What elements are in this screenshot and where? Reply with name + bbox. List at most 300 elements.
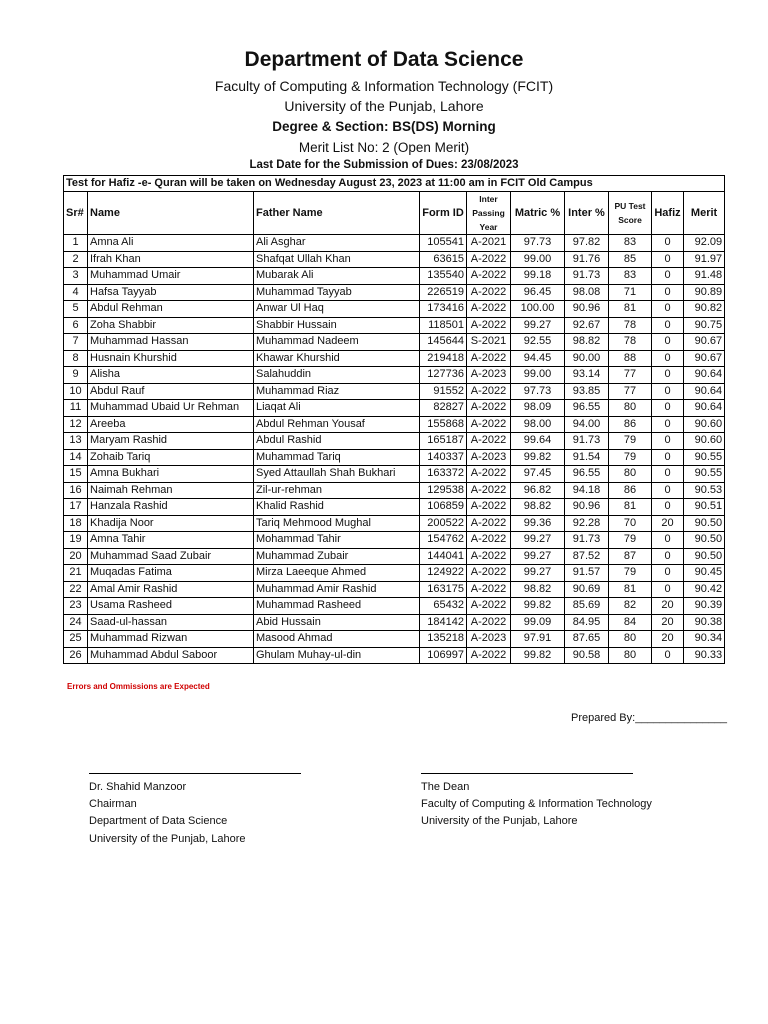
- cell-merit: 90.33: [684, 647, 725, 664]
- signatory-department: Faculty of Computing & Information Technology: [421, 798, 652, 811]
- cell-inter: 98.82: [565, 334, 609, 351]
- cell-inter: 85.69: [565, 598, 609, 615]
- cell-pu-test: 86: [609, 416, 652, 433]
- cell-name: Abdul Rehman: [88, 301, 254, 318]
- table-row: [64, 268, 725, 285]
- cell-merit: 90.64: [684, 367, 725, 384]
- cell-sr: 20: [64, 548, 88, 565]
- cell-matric: 96.45: [511, 284, 565, 301]
- cell-inter: 87.65: [565, 631, 609, 648]
- cell-father-name: Khalid Rashid: [254, 499, 420, 516]
- cell-inter: 91.73: [565, 433, 609, 450]
- cell-hafiz: 0: [652, 350, 684, 367]
- cell-father-name: Ghulam Muhay-ul-din: [254, 647, 420, 664]
- cell-merit: 92.09: [684, 235, 725, 252]
- signatory-department: Department of Data Science: [89, 815, 228, 828]
- table-row: [64, 350, 725, 367]
- cell-hafiz: 20: [652, 515, 684, 532]
- cell-hafiz: 0: [652, 548, 684, 565]
- cell-inter-year: S-2021: [467, 334, 511, 351]
- col-header-inter: Inter %: [565, 192, 609, 235]
- cell-sr: 24: [64, 614, 88, 631]
- cell-sr: 13: [64, 433, 88, 450]
- table-row: [64, 334, 725, 351]
- cell-merit: 90.50: [684, 515, 725, 532]
- cell-sr: 2: [64, 251, 88, 268]
- cell-sr: 21: [64, 565, 88, 582]
- cell-form-id: 106859: [420, 499, 467, 516]
- cell-inter-year: A-2022: [467, 400, 511, 417]
- col-header-inter-passing-year: Inter Passing Year: [467, 192, 511, 235]
- cell-father-name: Muhammad Tariq: [254, 449, 420, 466]
- cell-pu-test: 81: [609, 581, 652, 598]
- cell-form-id: 63615: [420, 251, 467, 268]
- cell-father-name: Mohammad Tahir: [254, 532, 420, 549]
- cell-pu-test: 80: [609, 631, 652, 648]
- cell-merit: 90.42: [684, 581, 725, 598]
- cell-father-name: Zil-ur-rehman: [254, 482, 420, 499]
- cell-form-id: 105541: [420, 235, 467, 252]
- cell-name: Muhammad Saad Zubair: [88, 548, 254, 565]
- table-header-row: [64, 192, 725, 235]
- cell-name: Amal Amir Rashid: [88, 581, 254, 598]
- cell-matric: 99.00: [511, 367, 565, 384]
- cell-form-id: 65432: [420, 598, 467, 615]
- cell-matric: 99.18: [511, 268, 565, 285]
- cell-hafiz: 0: [652, 400, 684, 417]
- table-row: [64, 598, 725, 615]
- cell-pu-test: 79: [609, 565, 652, 582]
- last-date-dues: Last Date for the Submission of Dues: 23/08/2023: [249, 159, 519, 171]
- cell-sr: 22: [64, 581, 88, 598]
- cell-name: Khadija Noor: [88, 515, 254, 532]
- cell-pu-test: 87: [609, 548, 652, 565]
- cell-inter: 96.55: [565, 400, 609, 417]
- university-name: University of the Punjab, Lahore: [284, 98, 484, 114]
- cell-inter: 98.08: [565, 284, 609, 301]
- table-row: [64, 383, 725, 400]
- cell-form-id: 226519: [420, 284, 467, 301]
- cell-inter-year: A-2023: [467, 367, 511, 384]
- cell-hafiz: 0: [652, 449, 684, 466]
- cell-form-id: 118501: [420, 317, 467, 334]
- cell-matric: 100.00: [511, 301, 565, 318]
- cell-inter: 96.55: [565, 466, 609, 483]
- cell-sr: 16: [64, 482, 88, 499]
- cell-father-name: Muhammad Zubair: [254, 548, 420, 565]
- cell-inter: 91.73: [565, 268, 609, 285]
- table-row: [64, 251, 725, 268]
- cell-merit: 90.55: [684, 466, 725, 483]
- cell-hafiz: 0: [652, 251, 684, 268]
- cell-merit: 90.38: [684, 614, 725, 631]
- cell-form-id: 135540: [420, 268, 467, 285]
- cell-name: Saad-ul-hassan: [88, 614, 254, 631]
- faculty-name: Faculty of Computing & Information Technology (FCIT): [214, 78, 554, 94]
- cell-name: Muhammad Rizwan: [88, 631, 254, 648]
- cell-form-id: 124922: [420, 565, 467, 582]
- cell-name: Muhammad Hassan: [88, 334, 254, 351]
- cell-inter: 87.52: [565, 548, 609, 565]
- cell-form-id: 219418: [420, 350, 467, 367]
- cell-inter-year: A-2022: [467, 548, 511, 565]
- cell-matric: 99.64: [511, 433, 565, 450]
- signature-line-chairman: [89, 773, 301, 774]
- cell-name: Ifrah Khan: [88, 251, 254, 268]
- cell-hafiz: 0: [652, 416, 684, 433]
- cell-inter: 93.14: [565, 367, 609, 384]
- cell-inter-year: A-2022: [467, 251, 511, 268]
- cell-father-name: Syed Attaullah Shah Bukhari: [254, 466, 420, 483]
- table-row: [64, 301, 725, 318]
- cell-form-id: 135218: [420, 631, 467, 648]
- cell-inter-year: A-2022: [467, 268, 511, 285]
- cell-form-id: 129538: [420, 482, 467, 499]
- cell-pu-test: 83: [609, 235, 652, 252]
- cell-inter-year: A-2022: [467, 598, 511, 615]
- cell-sr: 23: [64, 598, 88, 615]
- cell-matric: 99.27: [511, 317, 565, 334]
- cell-inter-year: A-2022: [467, 565, 511, 582]
- page-title: Department of Data Science: [244, 48, 524, 71]
- cell-inter-year: A-2022: [467, 647, 511, 664]
- cell-form-id: 127736: [420, 367, 467, 384]
- cell-hafiz: 20: [652, 598, 684, 615]
- cell-inter-year: A-2022: [467, 284, 511, 301]
- cell-pu-test: 79: [609, 449, 652, 466]
- table-body: [64, 235, 725, 664]
- cell-father-name: Liaqat Ali: [254, 400, 420, 417]
- cell-hafiz: 0: [652, 466, 684, 483]
- cell-form-id: 144041: [420, 548, 467, 565]
- table-row: [64, 515, 725, 532]
- cell-name: Maryam Rashid: [88, 433, 254, 450]
- cell-inter: 90.00: [565, 350, 609, 367]
- cell-merit: 90.55: [684, 449, 725, 466]
- cell-name: Zoha Shabbir: [88, 317, 254, 334]
- cell-sr: 19: [64, 532, 88, 549]
- cell-matric: 96.82: [511, 482, 565, 499]
- cell-hafiz: 0: [652, 565, 684, 582]
- cell-father-name: Mirza Laeeque Ahmed: [254, 565, 420, 582]
- cell-inter-year: A-2022: [467, 532, 511, 549]
- cell-hafiz: 0: [652, 383, 684, 400]
- cell-merit: 90.50: [684, 548, 725, 565]
- cell-sr: 25: [64, 631, 88, 648]
- cell-name: Amna Bukhari: [88, 466, 254, 483]
- cell-inter: 90.58: [565, 647, 609, 664]
- cell-inter: 90.96: [565, 499, 609, 516]
- cell-merit: 90.60: [684, 416, 725, 433]
- cell-pu-test: 83: [609, 268, 652, 285]
- cell-pu-test: 71: [609, 284, 652, 301]
- table-row: [64, 433, 725, 450]
- table-row: [64, 548, 725, 565]
- cell-father-name: Khawar Khurshid: [254, 350, 420, 367]
- merit-list-number: Merit List No: 2 (Open Merit): [298, 140, 470, 155]
- cell-inter-year: A-2022: [467, 350, 511, 367]
- cell-matric: 98.82: [511, 581, 565, 598]
- cell-sr: 7: [64, 334, 88, 351]
- cell-merit: 91.48: [684, 268, 725, 285]
- cell-inter-year: A-2022: [467, 317, 511, 334]
- cell-father-name: Shafqat Ullah Khan: [254, 251, 420, 268]
- cell-inter: 91.73: [565, 532, 609, 549]
- cell-hafiz: 0: [652, 532, 684, 549]
- col-header-pu-test-score: PU Test Score: [609, 192, 652, 235]
- cell-pu-test: 88: [609, 350, 652, 367]
- cell-inter: 84.95: [565, 614, 609, 631]
- cell-sr: 6: [64, 317, 88, 334]
- table-row: [64, 647, 725, 664]
- cell-matric: 97.73: [511, 383, 565, 400]
- cell-pu-test: 81: [609, 499, 652, 516]
- cell-form-id: 184142: [420, 614, 467, 631]
- cell-inter-year: A-2022: [467, 416, 511, 433]
- cell-form-id: 145644: [420, 334, 467, 351]
- cell-inter: 93.85: [565, 383, 609, 400]
- cell-matric: 92.55: [511, 334, 565, 351]
- table-row: [64, 235, 725, 252]
- cell-father-name: Anwar Ul Haq: [254, 301, 420, 318]
- cell-matric: 99.36: [511, 515, 565, 532]
- cell-name: Zohaib Tariq: [88, 449, 254, 466]
- cell-inter-year: A-2022: [467, 433, 511, 450]
- cell-matric: 99.00: [511, 251, 565, 268]
- cell-inter-year: A-2022: [467, 301, 511, 318]
- signatory-chairman: [89, 779, 246, 848]
- cell-sr: 11: [64, 400, 88, 417]
- cell-father-name: Muhammad Nadeem: [254, 334, 420, 351]
- cell-form-id: 82827: [420, 400, 467, 417]
- cell-hafiz: 0: [652, 647, 684, 664]
- table-row: [64, 581, 725, 598]
- cell-merit: 90.50: [684, 532, 725, 549]
- cell-father-name: Muhammad Tayyab: [254, 284, 420, 301]
- cell-inter: 91.54: [565, 449, 609, 466]
- cell-pu-test: 80: [609, 466, 652, 483]
- cell-hafiz: 0: [652, 334, 684, 351]
- cell-matric: 99.82: [511, 449, 565, 466]
- cell-matric: 99.09: [511, 614, 565, 631]
- cell-merit: 90.67: [684, 334, 725, 351]
- cell-name: Hanzala Rashid: [88, 499, 254, 516]
- cell-inter-year: A-2022: [467, 466, 511, 483]
- cell-pu-test: 80: [609, 647, 652, 664]
- cell-sr: 12: [64, 416, 88, 433]
- table-row: [64, 614, 725, 631]
- signatory-dean: [421, 779, 652, 831]
- col-header-merit: Merit: [684, 192, 725, 235]
- cell-sr: 4: [64, 284, 88, 301]
- cell-pu-test: 79: [609, 532, 652, 549]
- cell-merit: 90.82: [684, 301, 725, 318]
- table-row: [64, 416, 725, 433]
- table-row: [64, 449, 725, 466]
- cell-father-name: Ali Asghar: [254, 235, 420, 252]
- cell-merit: 91.97: [684, 251, 725, 268]
- cell-form-id: 163372: [420, 466, 467, 483]
- cell-hafiz: 0: [652, 301, 684, 318]
- cell-pu-test: 80: [609, 400, 652, 417]
- col-header-father-name: Father Name: [254, 192, 420, 235]
- cell-pu-test: 70: [609, 515, 652, 532]
- cell-inter-year: A-2022: [467, 614, 511, 631]
- cell-form-id: 140337: [420, 449, 467, 466]
- cell-father-name: Mubarak Ali: [254, 268, 420, 285]
- cell-matric: 99.27: [511, 548, 565, 565]
- cell-inter: 94.00: [565, 416, 609, 433]
- table-row: [64, 367, 725, 384]
- cell-hafiz: 0: [652, 235, 684, 252]
- cell-inter: 92.67: [565, 317, 609, 334]
- cell-inter-year: A-2023: [467, 631, 511, 648]
- table-row: [64, 482, 725, 499]
- cell-name: Amna Tahir: [88, 532, 254, 549]
- cell-merit: 90.64: [684, 400, 725, 417]
- cell-inter-year: A-2022: [467, 383, 511, 400]
- cell-matric: 99.27: [511, 532, 565, 549]
- signatory-title: Chairman: [89, 798, 137, 811]
- cell-hafiz: 0: [652, 268, 684, 285]
- cell-inter: 90.96: [565, 301, 609, 318]
- signatory-organization: University of the Punjab, Lahore: [421, 815, 578, 828]
- table-row: [64, 565, 725, 582]
- cell-sr: 10: [64, 383, 88, 400]
- cell-merit: 90.51: [684, 499, 725, 516]
- cell-pu-test: 85: [609, 251, 652, 268]
- cell-name: Muhammad Umair: [88, 268, 254, 285]
- cell-inter: 97.82: [565, 235, 609, 252]
- table-row: [64, 317, 725, 334]
- cell-pu-test: 86: [609, 482, 652, 499]
- cell-pu-test: 77: [609, 383, 652, 400]
- cell-matric: 99.82: [511, 647, 565, 664]
- cell-sr: 14: [64, 449, 88, 466]
- cell-hafiz: 0: [652, 482, 684, 499]
- cell-name: Hafsa Tayyab: [88, 284, 254, 301]
- cell-inter: 90.69: [565, 581, 609, 598]
- cell-merit: 90.53: [684, 482, 725, 499]
- cell-name: Amna Ali: [88, 235, 254, 252]
- cell-inter-year: A-2022: [467, 581, 511, 598]
- cell-father-name: Muhammad Rasheed: [254, 598, 420, 615]
- cell-form-id: 154762: [420, 532, 467, 549]
- cell-inter-year: A-2023: [467, 449, 511, 466]
- merit-table: [63, 175, 725, 664]
- cell-form-id: 91552: [420, 383, 467, 400]
- cell-matric: 94.45: [511, 350, 565, 367]
- signature-line-dean: [421, 773, 633, 774]
- cell-father-name: Abid Hussain: [254, 614, 420, 631]
- cell-merit: 90.60: [684, 433, 725, 450]
- cell-pu-test: 84: [609, 614, 652, 631]
- cell-matric: 97.73: [511, 235, 565, 252]
- cell-hafiz: 0: [652, 581, 684, 598]
- cell-merit: 90.67: [684, 350, 725, 367]
- cell-sr: 1: [64, 235, 88, 252]
- cell-father-name: Abdul Rashid: [254, 433, 420, 450]
- cell-name: Naimah Rehman: [88, 482, 254, 499]
- degree-section: Degree & Section: BS(DS) Morning: [272, 119, 496, 134]
- col-header-sr: Sr#: [64, 192, 88, 235]
- cell-merit: 90.34: [684, 631, 725, 648]
- cell-name: Abdul Rauf: [88, 383, 254, 400]
- cell-merit: 90.39: [684, 598, 725, 615]
- table-row: [64, 499, 725, 516]
- cell-sr: 26: [64, 647, 88, 664]
- signatory-name: The Dean: [421, 781, 470, 793]
- cell-name: Husnain Khurshid: [88, 350, 254, 367]
- col-header-matric: Matric %: [511, 192, 565, 235]
- cell-inter-year: A-2022: [467, 499, 511, 516]
- cell-pu-test: 78: [609, 334, 652, 351]
- cell-sr: 8: [64, 350, 88, 367]
- cell-matric: 97.91: [511, 631, 565, 648]
- table-row: [64, 466, 725, 483]
- cell-inter: 91.76: [565, 251, 609, 268]
- cell-name: Muhammad Ubaid Ur Rehman: [88, 400, 254, 417]
- cell-merit: 90.89: [684, 284, 725, 301]
- cell-matric: 97.45: [511, 466, 565, 483]
- col-header-form-id: Form ID: [420, 192, 467, 235]
- col-header-hafiz: Hafiz: [652, 192, 684, 235]
- cell-pu-test: 79: [609, 433, 652, 450]
- cell-sr: 18: [64, 515, 88, 532]
- cell-matric: 99.82: [511, 598, 565, 615]
- cell-father-name: Muhammad Riaz: [254, 383, 420, 400]
- cell-inter-year: A-2022: [467, 515, 511, 532]
- cell-sr: 17: [64, 499, 88, 516]
- cell-hafiz: 0: [652, 284, 684, 301]
- cell-sr: 5: [64, 301, 88, 318]
- cell-hafiz: 0: [652, 433, 684, 450]
- cell-merit: 90.75: [684, 317, 725, 334]
- cell-inter-year: A-2021: [467, 235, 511, 252]
- cell-name: Areeba: [88, 416, 254, 433]
- cell-inter-year: A-2022: [467, 482, 511, 499]
- cell-pu-test: 77: [609, 367, 652, 384]
- cell-hafiz: 20: [652, 614, 684, 631]
- table-row: [64, 532, 725, 549]
- errors-note: Errors and Ommissions are Expected: [67, 682, 210, 691]
- cell-father-name: Abdul Rehman Yousaf: [254, 416, 420, 433]
- cell-father-name: Shabbir Hussain: [254, 317, 420, 334]
- cell-matric: 98.09: [511, 400, 565, 417]
- table-row: [64, 400, 725, 417]
- cell-matric: 99.27: [511, 565, 565, 582]
- cell-form-id: 106997: [420, 647, 467, 664]
- cell-name: Usama Rasheed: [88, 598, 254, 615]
- cell-form-id: 200522: [420, 515, 467, 532]
- cell-sr: 15: [64, 466, 88, 483]
- col-header-name: Name: [88, 192, 254, 235]
- cell-father-name: Tariq Mehmood Mughal: [254, 515, 420, 532]
- cell-form-id: 163175: [420, 581, 467, 598]
- cell-inter: 94.18: [565, 482, 609, 499]
- cell-form-id: 165187: [420, 433, 467, 450]
- cell-name: Muqadas Fatima: [88, 565, 254, 582]
- cell-matric: 98.00: [511, 416, 565, 433]
- cell-form-id: 173416: [420, 301, 467, 318]
- cell-sr: 9: [64, 367, 88, 384]
- cell-father-name: Salahuddin: [254, 367, 420, 384]
- cell-name: Alisha: [88, 367, 254, 384]
- cell-inter: 92.28: [565, 515, 609, 532]
- table-row: [64, 284, 725, 301]
- cell-hafiz: 0: [652, 317, 684, 334]
- cell-merit: 90.64: [684, 383, 725, 400]
